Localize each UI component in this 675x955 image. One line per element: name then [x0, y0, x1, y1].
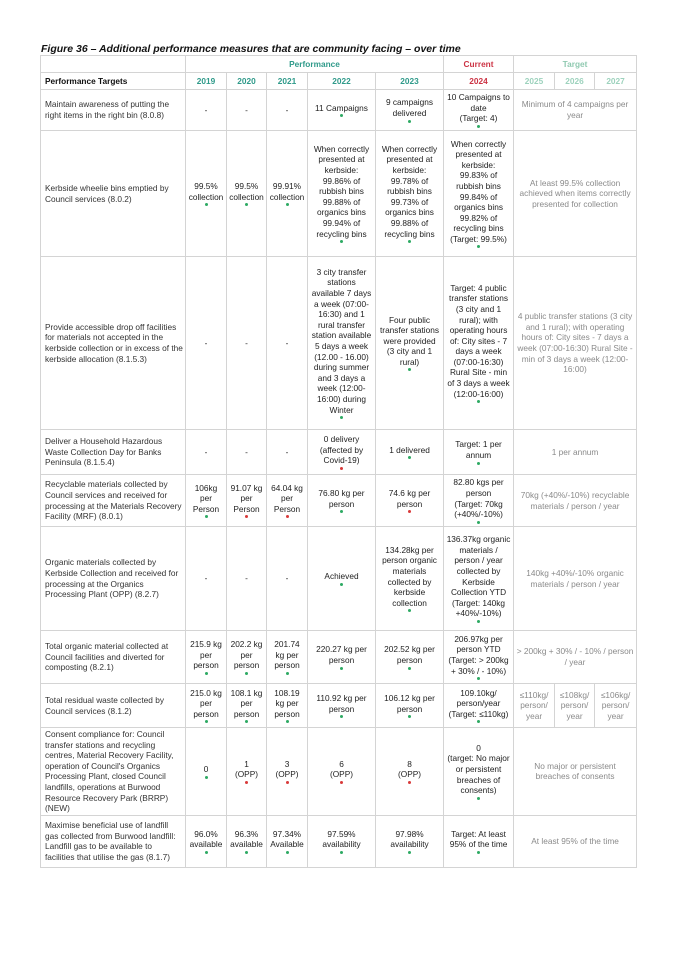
target-cell: ≤108kg/ person/ year	[555, 684, 595, 728]
table-row	[41, 131, 637, 257]
cell-value: 108.1 kg per person	[230, 687, 263, 719]
status-dot-met-icon	[477, 462, 480, 465]
cell-value: 220.27 kg per person	[316, 644, 367, 665]
performance-cell	[308, 728, 376, 816]
performance-cell	[376, 815, 444, 867]
cell-value: 10 Campaigns to date (Target: 4)	[447, 92, 510, 124]
current-cell	[444, 475, 514, 527]
performance-cell	[376, 131, 444, 257]
performance-cell	[267, 90, 308, 131]
table-row	[41, 430, 637, 475]
status-dot-met-icon	[205, 776, 208, 779]
performance-cell	[267, 430, 308, 475]
status-dot-met-icon	[408, 120, 411, 123]
performance-cell	[186, 430, 227, 475]
cell-value: 97.98% availability	[390, 828, 429, 850]
status-dot-met-icon	[205, 851, 208, 854]
cell-value: 6 (OPP)	[329, 758, 354, 780]
cell-value: -	[285, 337, 289, 348]
status-dot-met-icon	[408, 456, 411, 459]
performance-cell	[308, 430, 376, 475]
target-cell: 70kg (+40%/-10%) recyclable materials / person / year	[514, 475, 637, 527]
table-row	[41, 728, 637, 816]
cell-value: Target: At least 95% of the time	[449, 828, 508, 850]
cell-value: 206.97kg per person YTD (Target: > 200kg + 30% / - 10%)	[448, 633, 509, 676]
performance-cell	[376, 90, 444, 131]
header-year: 2019	[186, 73, 227, 90]
status-dot-met-icon	[477, 521, 480, 524]
header-year: 2021	[267, 73, 308, 90]
current-cell	[444, 684, 514, 728]
performance-cell	[376, 684, 444, 728]
cell-value: 108.19 kg per person	[274, 687, 300, 719]
status-dot-met-icon	[340, 583, 343, 586]
current-cell	[444, 90, 514, 131]
row-label: Provide accessible drop off facilities for materials not accepted in the kerbside collection or in excess of the kerbside allocation (8.1.5.3)	[41, 257, 186, 430]
target-cell: 1 per annum	[514, 430, 637, 475]
target-cell: 4 public transfer stations (3 city and 1 rural); with operating hours of: City sites - 7 days a week (07:00-16:30) Rural Site - min of 3 days a week (12:00-16:00)	[514, 257, 637, 430]
cell-value: 82.80 kgs per person (Target: 70kg (+40%/-10%)	[453, 477, 504, 520]
cell-value: Target: 1 per annum	[455, 439, 502, 460]
cell-value: -	[285, 104, 289, 115]
status-dot-met-icon	[286, 851, 289, 854]
status-dot-met-icon	[205, 515, 208, 518]
current-cell	[444, 815, 514, 867]
performance-cell	[308, 475, 376, 527]
cell-value: 106.12 kg per person	[384, 692, 435, 714]
status-dot-met-icon	[477, 125, 480, 128]
cell-value: -	[285, 573, 289, 584]
table-row	[41, 90, 637, 131]
performance-cell	[267, 527, 308, 631]
current-cell	[444, 728, 514, 816]
target-cell: ≤110kg/ person/ year	[514, 684, 555, 728]
cell-value: 8 (OPP)	[397, 758, 422, 780]
header-year-target: 2026	[555, 73, 595, 90]
current-cell	[444, 527, 514, 631]
header-year: 2023	[376, 73, 444, 90]
performance-cell	[308, 527, 376, 631]
cell-value: When correctly presented at kerbside: 99.86% of rubbish bins 99.88% of organics bins 99.94% of recycling bins	[313, 143, 370, 239]
performance-cell	[376, 631, 444, 684]
cell-value: 201.74 kg per person	[274, 639, 300, 671]
target-cell: No major or persistent breaches of consents	[514, 728, 637, 816]
cell-value: 136.37kg organic materials / person / year collected by Kerbside Collection YTD (Target: 140kg +40%/-10%)	[446, 534, 511, 619]
status-dot-not-met-icon	[340, 467, 343, 470]
performance-cell	[227, 631, 267, 684]
target-cell: 140kg +40%/-10% organic materials / person / year	[514, 527, 637, 631]
performance-cell	[376, 257, 444, 430]
status-dot-met-icon	[340, 510, 343, 513]
performance-cell	[308, 815, 376, 867]
cell-value: 99.5% collection	[188, 180, 224, 202]
status-dot-met-icon	[205, 672, 208, 675]
table-row	[41, 631, 637, 684]
cell-value: 110.92 kg per person	[316, 692, 367, 714]
performance-cell	[267, 815, 308, 867]
cell-value: -	[245, 446, 248, 457]
performance-cell	[308, 131, 376, 257]
performance-cell	[308, 257, 376, 430]
row-label: Organic materials collected by Kerbside Collection and received for processing at the Organics Processing Plant (OPP) (8.2.7)	[41, 527, 186, 631]
performance-cell	[376, 728, 444, 816]
header-empty	[41, 56, 186, 73]
performance-cell	[227, 475, 267, 527]
status-dot-not-met-icon	[340, 781, 343, 784]
performance-cell	[227, 684, 267, 728]
performance-cell	[267, 131, 308, 257]
table-row	[41, 527, 637, 631]
cell-value: 9 campaigns delivered	[385, 97, 434, 118]
row-label: Recyclable materials collected by Council services and received for processing at the Materials Recovery Facility (MRF) (8.0.1)	[41, 475, 186, 527]
header-year-target: 2027	[595, 73, 637, 90]
table-body	[41, 90, 637, 868]
status-dot-met-icon	[477, 797, 480, 800]
status-dot-not-met-icon	[286, 781, 289, 784]
status-dot-met-icon	[286, 672, 289, 675]
status-dot-met-icon	[408, 851, 411, 854]
cell-value: -	[204, 446, 208, 457]
performance-cell	[186, 527, 227, 631]
cell-value: 97.59% availability	[322, 828, 361, 850]
cell-value: 76.80 kg per person	[318, 487, 365, 509]
status-dot-not-met-icon	[245, 515, 248, 518]
cell-value: 96.0% available	[189, 828, 223, 850]
table-row	[41, 475, 637, 527]
cell-value: 106kg per Person	[192, 482, 220, 514]
status-dot-met-icon	[477, 851, 480, 854]
performance-cell	[227, 527, 267, 631]
status-dot-met-icon	[477, 620, 480, 623]
status-dot-met-icon	[477, 245, 480, 248]
target-cell: > 200kg + 30% / - 10% / person / year	[514, 631, 637, 684]
performance-table	[40, 55, 637, 868]
status-dot-not-met-icon	[245, 781, 248, 784]
cell-value: 109.10kg/ person/year (Target: ≤110kg)	[448, 687, 509, 719]
table-row	[41, 684, 637, 728]
target-cell: Minimum of 4 campaigns per year	[514, 90, 637, 131]
cell-value: 97.34% Available	[270, 828, 304, 850]
status-dot-met-icon	[477, 720, 480, 723]
cell-value: -	[204, 573, 208, 584]
cell-value: 96.3% available	[230, 828, 263, 850]
cell-value: Target: 4 public transfer stations (3 city and 1 rural); with operating hours of: City sites - 7 days a week (07:00-16:30) Rural Site - min of 3 days a week (12:00-16:00)	[447, 282, 510, 399]
header-year: 2022	[308, 73, 376, 90]
cell-value: -	[204, 104, 208, 115]
cell-value: 1 delivered	[389, 444, 430, 455]
performance-cell	[227, 90, 267, 131]
row-label: Kerbside wheelie bins emptied by Council services (8.0.2)	[41, 131, 186, 257]
status-dot-met-icon	[477, 400, 480, 403]
performance-cell	[267, 728, 308, 816]
cell-value: 215.9 kg per person	[190, 639, 222, 671]
header-performance-targets: Performance Targets	[41, 73, 186, 90]
header-group-performance: Performance	[186, 56, 444, 73]
cell-value: 215.0 kg per person	[190, 687, 222, 719]
row-label: Maintain awareness of putting the right items in the right bin (8.0.8)	[41, 90, 186, 131]
status-dot-met-icon	[245, 720, 248, 723]
header-year-current: 2024	[444, 73, 514, 90]
cell-value: 202.2 kg per person	[230, 639, 263, 671]
table-row	[41, 257, 637, 430]
target-cell: At least 95% of the time	[514, 815, 637, 867]
performance-cell	[227, 815, 267, 867]
performance-cell	[267, 684, 308, 728]
performance-cell	[376, 527, 444, 631]
status-dot-met-icon	[245, 851, 248, 854]
performance-cell	[186, 684, 227, 728]
cell-value: -	[285, 446, 289, 457]
cell-value: 64.04 kg per Person	[271, 482, 303, 514]
performance-cell	[186, 815, 227, 867]
performance-cell	[186, 631, 227, 684]
header-year-target: 2025	[514, 73, 555, 90]
performance-cell	[267, 475, 308, 527]
row-label: Consent compliance for: Council transfer stations and recycling centres, Material Recovery Facility, operation of Council's Organics Processing Plant, closed Council landfills, operations at Burwood Resource Recovery Park (BRRP) (NEW)	[41, 728, 186, 816]
status-dot-met-icon	[408, 609, 411, 612]
row-label: Total organic material collected at Council facilities and diverted for composting (8.2.1)	[41, 631, 186, 684]
cell-value: -	[245, 104, 248, 115]
cell-value: 1 (OPP)	[234, 758, 259, 780]
current-cell	[444, 631, 514, 684]
status-dot-met-icon	[340, 416, 343, 419]
cell-value: 11 Campaigns	[315, 102, 368, 113]
performance-cell	[267, 631, 308, 684]
target-cell: At least 99.5% collection achieved when items correctly presented for collection	[514, 131, 637, 257]
header-group-target: Target	[514, 56, 637, 73]
performance-cell	[227, 430, 267, 475]
row-label: Total residual waste collected by Council services (8.1.2)	[41, 684, 186, 728]
target-cell: ≤106kg/ person/ year	[595, 684, 637, 728]
cell-value: 99.5% collection	[229, 180, 264, 202]
cell-value: 0 delivery (affected by Covid-19)	[319, 434, 364, 466]
performance-cell	[376, 475, 444, 527]
status-dot-met-icon	[205, 720, 208, 723]
row-label: Deliver a Household Hazardous Waste Collection Day for Banks Peninsula (8.1.5.4)	[41, 430, 186, 475]
status-dot-met-icon	[340, 851, 343, 854]
status-dot-met-icon	[286, 720, 289, 723]
status-dot-met-icon	[340, 114, 343, 117]
table-row	[41, 815, 637, 867]
header-year: 2020	[227, 73, 267, 90]
status-dot-met-icon	[408, 715, 411, 718]
performance-cell	[227, 131, 267, 257]
status-dot-met-icon	[205, 203, 208, 206]
status-dot-met-icon	[286, 203, 289, 206]
cell-value: -	[204, 337, 208, 348]
status-dot-not-met-icon	[408, 510, 411, 513]
cell-value: When correctly presented at kerbside: 99.78% of rubbish bins 99.73% of organics bins 99.88% of recycling bins	[381, 143, 438, 239]
cell-value: Four public transfer stations were provided (3 city and 1 rural)	[380, 314, 440, 367]
performance-cell	[186, 131, 227, 257]
figure-caption: Figure 36 – Additional performance measures that are community facing – over time	[41, 43, 461, 55]
row-label: Maximise beneficial use of landfill gas collected from Burwood landfill: Landfill gas to be available to facilities that utilise the gas (8.1.7)	[41, 815, 186, 867]
status-dot-met-icon	[340, 715, 343, 718]
performance-cell	[186, 257, 227, 430]
performance-cell	[227, 257, 267, 430]
status-dot-met-icon	[477, 677, 480, 680]
cell-value: 0 (target: No major or persistent breaches of consents)	[447, 742, 510, 796]
status-dot-met-icon	[245, 672, 248, 675]
status-dot-not-met-icon	[408, 781, 411, 784]
cell-value: 0	[203, 764, 209, 775]
status-dot-met-icon	[408, 667, 411, 670]
cell-value: -	[245, 573, 248, 584]
performance-cell	[186, 90, 227, 131]
status-dot-met-icon	[408, 368, 411, 371]
current-cell	[444, 430, 514, 475]
current-cell	[444, 131, 514, 257]
performance-cell	[308, 90, 376, 131]
performance-cell	[376, 430, 444, 475]
status-dot-met-icon	[245, 203, 248, 206]
cell-value: Achieved	[324, 571, 359, 582]
performance-cell	[308, 631, 376, 684]
cell-value: 3 (OPP)	[275, 758, 299, 780]
performance-cell	[186, 728, 227, 816]
performance-cell	[267, 257, 308, 430]
cell-value: -	[245, 337, 248, 348]
current-cell	[444, 257, 514, 430]
cell-value: 99.91% collection	[269, 180, 305, 202]
cell-value: 202.52 kg per person	[384, 644, 435, 665]
status-dot-met-icon	[340, 240, 343, 243]
status-dot-met-icon	[408, 240, 411, 243]
performance-cell	[227, 728, 267, 816]
cell-value: 3 city transfer stations available 7 days a week (07:00- 16:30) and 1 rural transfer station available 5 days a week (12.00 - 16.00) during summer and 3 days a week (12:00-16:00) during Winter	[311, 266, 372, 415]
header-group-current: Current	[444, 56, 514, 73]
performance-cell	[308, 684, 376, 728]
cell-value: 74.6 kg per person	[388, 487, 431, 509]
cell-value: 134.28kg per person organic materials collected by kerbside collection	[382, 544, 437, 608]
status-dot-not-met-icon	[286, 515, 289, 518]
status-dot-met-icon	[340, 667, 343, 670]
cell-value: When correctly presented at kerbside: 99.83% of rubbish bins 99.84% of organics bins 99.82% of recycling bins (Target: 99.5%)	[450, 138, 507, 244]
cell-value: 91.07 kg per Person	[230, 482, 263, 514]
performance-cell	[186, 475, 227, 527]
